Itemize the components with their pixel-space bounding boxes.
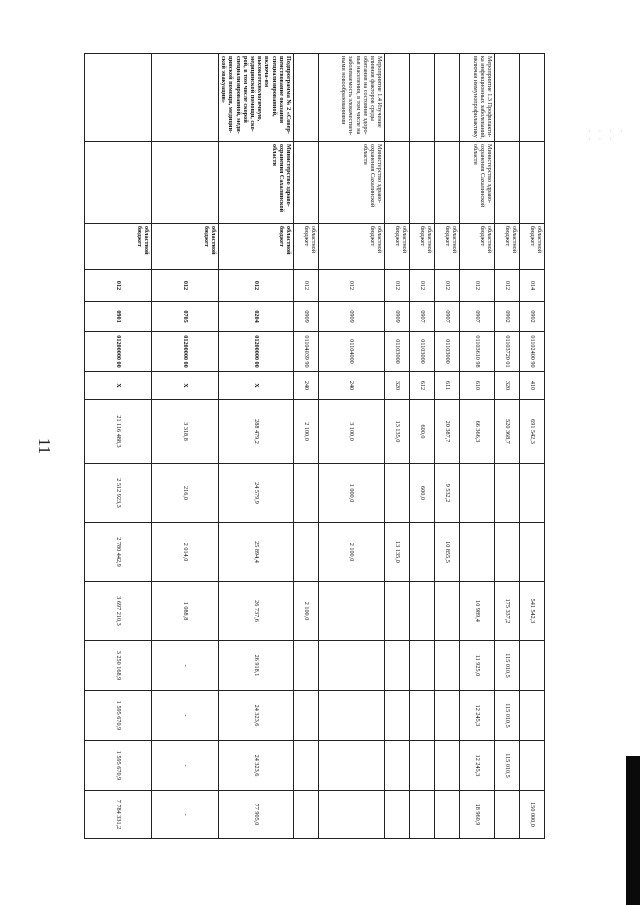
budget-table-container — [84, 53, 545, 838]
cell-y2019 — [294, 741, 319, 791]
cell-source: областной бюджет — [410, 224, 435, 270]
cell-csr: 01200000 00 — [219, 332, 294, 372]
cell-y2019 — [410, 741, 435, 791]
cell-y2018: - — [152, 691, 219, 741]
cell-grbs: 012 — [85, 270, 152, 302]
cell-executor — [294, 142, 319, 224]
cell-y2016: 26 737,6 — [219, 582, 294, 641]
cell-y2015 — [294, 523, 319, 582]
cell-y2017 — [435, 641, 460, 691]
cell-name: Подпрограмма № 2 «Совер-шенствование оказания специализированной, включа-ям высокотехнологичную, медицинской помощи, ско-рой, в том числе скорой специализированной, меди-цинской помощи, медицин-ской эвакуации» — [219, 54, 294, 142]
cell-vr: 612 — [410, 372, 435, 400]
cell-y2017: 11 925,0 — [459, 641, 494, 691]
cell-executor: Министерство здраво-охранения Сахалинской области — [318, 142, 384, 224]
table-row — [85, 54, 152, 839]
cell-executor — [435, 142, 460, 224]
cell-vr: 320 — [385, 372, 410, 400]
cell-y2019: 1 595 670,9 — [85, 741, 152, 791]
cell-y2015: 2 780 442,9 — [85, 523, 152, 582]
cell-total: 520 368,7 — [495, 400, 520, 464]
cell-y2019 — [318, 741, 384, 791]
page-number: 11 — [35, 437, 55, 455]
cell-csr: 01103000 — [410, 332, 435, 372]
cell-grbs: 012 — [152, 270, 219, 302]
cell-source: областной бюджет — [318, 224, 384, 270]
cell-y2016: 1 088,8 — [152, 582, 219, 641]
cell-y2014: 9 532,2 — [435, 464, 460, 523]
cell-y2015 — [495, 523, 520, 582]
cell-y2018 — [318, 691, 384, 741]
cell-y2015 — [459, 523, 494, 582]
cell-csr: 01104000 — [318, 332, 384, 372]
cell-y2016: 2 100,0 — [294, 582, 319, 641]
cell-prz: 0705 — [152, 302, 219, 332]
cell-y2018: 12 245,3 — [459, 691, 494, 741]
cell-y2014 — [294, 464, 319, 523]
cell-total: 288 479,2 — [219, 400, 294, 464]
table-row — [459, 54, 494, 839]
cell-grbs: 012 — [410, 270, 435, 302]
cell-executor: Министерство здраво-охранения Сахалинской области — [459, 142, 494, 224]
scan-edge-mark — [626, 756, 640, 905]
cell-y2014 — [459, 464, 494, 523]
cell-y2018: 1 595 670,9 — [85, 691, 152, 741]
cell-csr: 01104039 90 — [294, 332, 319, 372]
cell-y2015: 13 135,0 — [385, 523, 410, 582]
cell-vr: X — [219, 372, 294, 400]
table-row — [294, 54, 319, 839]
table-row — [152, 54, 219, 839]
cell-csr: 01103000 — [435, 332, 460, 372]
cell-y2019: 12 245,3 — [459, 741, 494, 791]
cell-y2015 — [410, 523, 435, 582]
cell-y2014: 216,0 — [152, 464, 219, 523]
cell-total: 691 542,3 — [520, 400, 545, 464]
cell-y2016: 3 697 210,3 — [85, 582, 152, 641]
cell-prz: 0909 — [385, 302, 410, 332]
cell-y2018 — [520, 691, 545, 741]
cell-total: 3 318,8 — [152, 400, 219, 464]
table-row — [435, 54, 460, 839]
cell-grbs: 014 — [520, 270, 545, 302]
cell-prz: 0909 — [318, 302, 384, 332]
cell-y2014: 1 000,0 — [318, 464, 384, 523]
cell-y2020 — [495, 791, 520, 839]
cell-total: 21 116 488,3 — [85, 400, 152, 464]
cell-y2019 — [385, 741, 410, 791]
cell-y2020 — [410, 791, 435, 839]
budget-table — [84, 53, 545, 839]
cell-grbs: 012 — [495, 270, 520, 302]
cell-prz: 0907 — [459, 302, 494, 332]
cell-grbs: 012 — [459, 270, 494, 302]
cell-name: Мероприятие 1.3 Профилакти-ка инфекционных заболеваний, включая иммунопрофилактику — [459, 54, 494, 142]
cell-y2020: 150 000,0 — [520, 791, 545, 839]
cell-prz: 0907 — [435, 302, 460, 332]
cell-vr: 240 — [294, 372, 319, 400]
cell-y2020 — [318, 791, 384, 839]
cell-executor — [85, 142, 152, 224]
cell-y2015 — [520, 523, 545, 582]
cell-grbs: 012 — [294, 270, 319, 302]
cell-total: 600,0 — [410, 400, 435, 464]
cell-prz: 0902 — [520, 302, 545, 332]
cell-y2020 — [385, 791, 410, 839]
cell-total: 3 100,0 — [318, 400, 384, 464]
cell-csr: 01102400 90 — [520, 332, 545, 372]
cell-name — [520, 54, 545, 142]
cell-y2019: - — [152, 741, 219, 791]
cell-y2014 — [520, 464, 545, 523]
cell-vr: X — [152, 372, 219, 400]
cell-y2016 — [385, 582, 410, 641]
cell-y2018 — [435, 691, 460, 741]
cell-name — [385, 54, 410, 142]
cell-vr: 240 — [318, 372, 384, 400]
cell-name — [294, 54, 319, 142]
cell-y2015: 10 855,5 — [435, 523, 460, 582]
cell-source: областной бюджет — [219, 224, 294, 270]
cell-prz: 0907 — [410, 302, 435, 332]
cell-y2017: 26 918,1 — [219, 641, 294, 691]
table-row — [318, 54, 384, 839]
cell-source: областной бюджет — [435, 224, 460, 270]
cell-name — [152, 54, 219, 142]
table-row — [219, 54, 294, 839]
cell-y2017 — [294, 641, 319, 691]
cell-y2017: 115 010,5 — [495, 641, 520, 691]
cell-source: областной бюджет — [459, 224, 494, 270]
cell-y2020: 7 784 331,2 — [85, 791, 152, 839]
table-row — [520, 54, 545, 839]
cell-grbs: 012 — [435, 270, 460, 302]
cell-y2017 — [410, 641, 435, 691]
cell-total: 13 135,0 — [385, 400, 410, 464]
cell-total: 2 100,0 — [294, 400, 319, 464]
cell-y2017: 3 250 168,9 — [85, 641, 152, 691]
cell-y2018: 24 323,6 — [219, 691, 294, 741]
cell-vr: 410 — [520, 372, 545, 400]
cell-grbs: 012 — [385, 270, 410, 302]
cell-vr: X — [85, 372, 152, 400]
cell-y2017 — [385, 641, 410, 691]
cell-executor — [410, 142, 435, 224]
cell-y2017: - — [152, 641, 219, 691]
cell-y2020 — [435, 791, 460, 839]
cell-csr: 01200000 00 — [85, 332, 152, 372]
cell-source: областной бюджет — [495, 224, 520, 270]
cell-y2017 — [520, 641, 545, 691]
cell-y2019: 115 010,5 — [495, 741, 520, 791]
cell-y2014: 600,0 — [410, 464, 435, 523]
cell-executor: Министерство здраво-охранения Сахалинской области — [219, 142, 294, 224]
cell-y2020: - — [152, 791, 219, 839]
cell-vr: 320 — [495, 372, 520, 400]
cell-y2019: 24 323,6 — [219, 741, 294, 791]
cell-vr: 611 — [435, 372, 460, 400]
cell-csr: 01200000 00 — [152, 332, 219, 372]
cell-total: 66 366,3 — [459, 400, 494, 464]
cell-name — [85, 54, 152, 142]
cell-y2014 — [385, 464, 410, 523]
cell-y2018 — [385, 691, 410, 741]
cell-y2016: 541 542,3 — [520, 582, 545, 641]
cell-name — [435, 54, 460, 142]
cell-y2016: 10 989,4 — [459, 582, 494, 641]
cell-name: Мероприятие 1.4 Изучение влияния факторов среды обитания на состояние здоро-вья населения, в том числе на заболеваемость злокачествен-ными новообразованиями — [318, 54, 384, 142]
cell-y2016: 175 337,2 — [495, 582, 520, 641]
cell-y2014: 2 512 923,3 — [85, 464, 152, 523]
cell-y2014: 24 579,9 — [219, 464, 294, 523]
cell-csr: 01103610 98 — [459, 332, 494, 372]
cell-executor — [152, 142, 219, 224]
cell-total: 20 387,7 — [435, 400, 460, 464]
cell-y2019 — [520, 741, 545, 791]
cell-csr: 01103000 — [385, 332, 410, 372]
cell-y2020: 18 960,9 — [459, 791, 494, 839]
cell-y2017 — [318, 641, 384, 691]
cell-y2016 — [410, 582, 435, 641]
cell-source: областной бюджет — [152, 224, 219, 270]
cell-y2016 — [435, 582, 460, 641]
cell-y2014 — [495, 464, 520, 523]
cell-y2015: 25 894,4 — [219, 523, 294, 582]
cell-grbs: 012 — [318, 270, 384, 302]
cell-executor — [495, 142, 520, 224]
cell-name — [495, 54, 520, 142]
cell-y2018 — [294, 691, 319, 741]
cell-prz: 0902 — [495, 302, 520, 332]
cell-source: областной бюджет — [520, 224, 545, 270]
cell-vr: 610 — [459, 372, 494, 400]
cell-y2019 — [435, 741, 460, 791]
cell-source: областной бюджет — [385, 224, 410, 270]
table-row — [410, 54, 435, 839]
cell-y2020 — [294, 791, 319, 839]
table-row — [495, 54, 520, 839]
cell-source: областной бюджет — [294, 224, 319, 270]
budget-table-rotated — [84, 53, 545, 838]
cell-source: областной бюджет — [85, 224, 152, 270]
table-row — [385, 54, 410, 839]
cell-y2020: 77 905,0 — [219, 791, 294, 839]
cell-prz: 0204 — [219, 302, 294, 332]
cell-y2018 — [410, 691, 435, 741]
cell-y2015: 2 014,0 — [152, 523, 219, 582]
cell-y2018: 115 010,5 — [495, 691, 520, 741]
cell-executor — [385, 142, 410, 224]
cell-executor — [520, 142, 545, 224]
cell-csr: 01103720 01 — [495, 332, 520, 372]
cell-prz: 0909 — [294, 302, 319, 332]
cell-y2015: 2 100,0 — [318, 523, 384, 582]
cell-y2016 — [318, 582, 384, 641]
cell-name — [410, 54, 435, 142]
cell-grbs: 012 — [219, 270, 294, 302]
scan-noise: · · · · · · · — [588, 127, 626, 144]
cell-prz: 0901 — [85, 302, 152, 332]
